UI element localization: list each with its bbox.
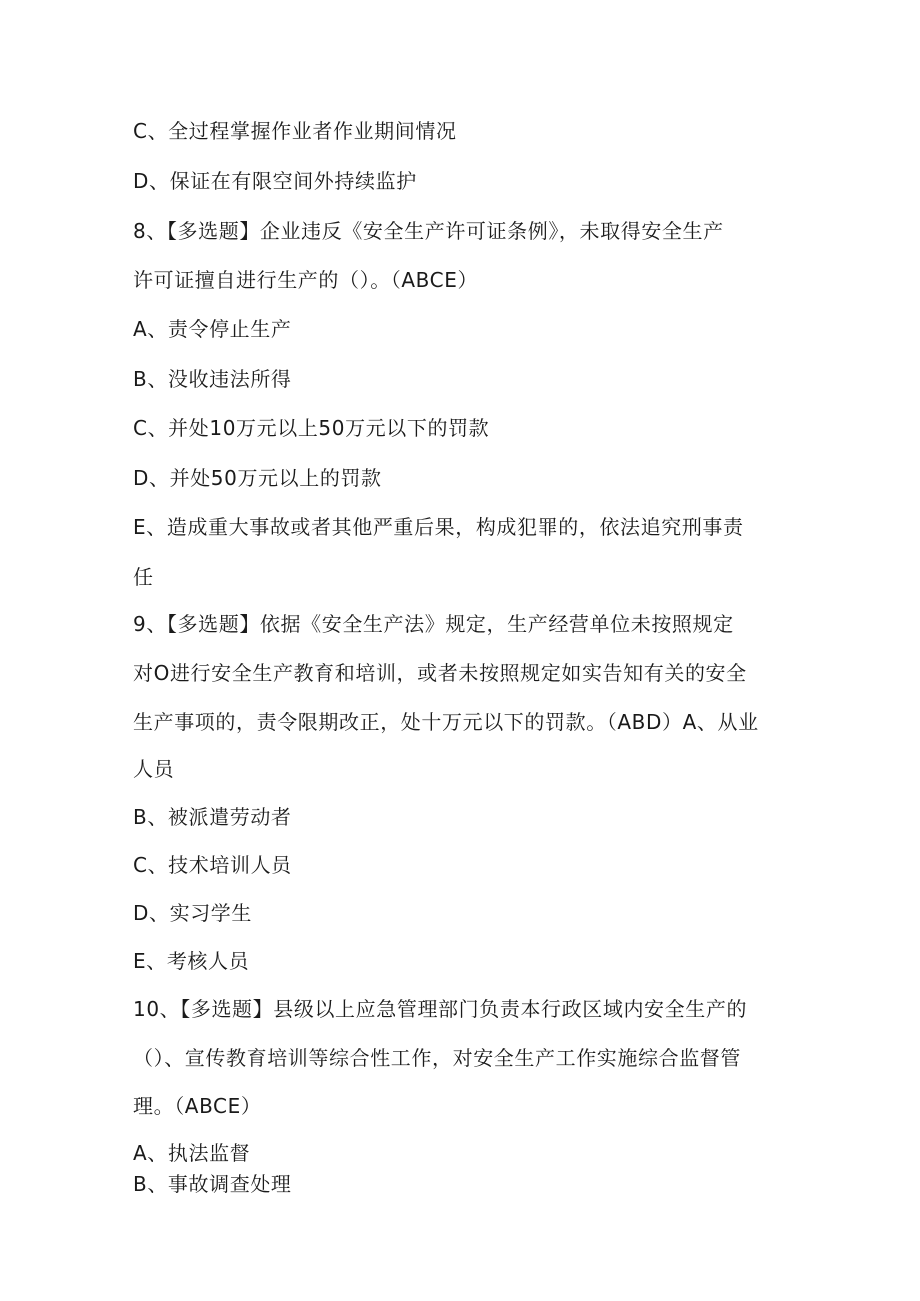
question-8-line-2: 许可证擅自进行生产的（）。（ABCE） [133, 268, 479, 292]
question-8-option-e-line-1: E、造成重大事故或者其他严重后果，构成犯罪的，依法追究刑事责 [133, 515, 744, 539]
question-10-option-a: A、执法监督 [133, 1141, 251, 1165]
question-9-line-3: 生产事项的，责令限期改正，处十万元以下的罚款。（ABD）A、从业 [133, 710, 759, 734]
question-8-option-c: C、并处10万元以上50万元以下的罚款 [133, 416, 490, 440]
question-10-line-3: 理。（ABCE） [133, 1094, 262, 1118]
question-9-option-d: D、实习学生 [133, 901, 253, 925]
question-8-option-b: B、没收违法所得 [133, 367, 292, 391]
question-9-option-b: B、被派遣劳动者 [133, 805, 292, 829]
question-9-line-2: 对O进行安全生产教育和培训，或者未按照规定如实告知有关的安全 [133, 661, 747, 685]
question-9-line-4: 人员 [133, 757, 175, 781]
question-9-option-c: C、技术培训人员 [133, 853, 292, 877]
question-8-line-1: 8、【多选题】企业违反《安全生产许可证条例》，未取得安全生产 [133, 219, 724, 243]
option-c-line: C、全过程掌握作业者作业期间情况 [133, 119, 457, 143]
option-d-line: D、保证在有限空间外持续监护 [133, 169, 417, 193]
question-8-option-d: D、并处50万元以上的罚款 [133, 466, 382, 490]
question-8-option-a: A、责令停止生产 [133, 317, 292, 341]
question-8-option-e-line-2: 任 [133, 565, 154, 589]
question-10-line-2: （）、宣传教育培训等综合性工作，对安全生产工作实施综合监督管 [133, 1046, 741, 1070]
question-10-line-1: 10、【多选题】县级以上应急管理部门负责本行政区域内安全生产的 [133, 997, 748, 1021]
question-9-line-1: 9、【多选题】依据《安全生产法》规定，生产经营单位未按照规定 [133, 612, 734, 636]
question-10-option-b: B、事故调查处理 [133, 1172, 292, 1196]
question-9-option-e: E、考核人员 [133, 949, 250, 973]
